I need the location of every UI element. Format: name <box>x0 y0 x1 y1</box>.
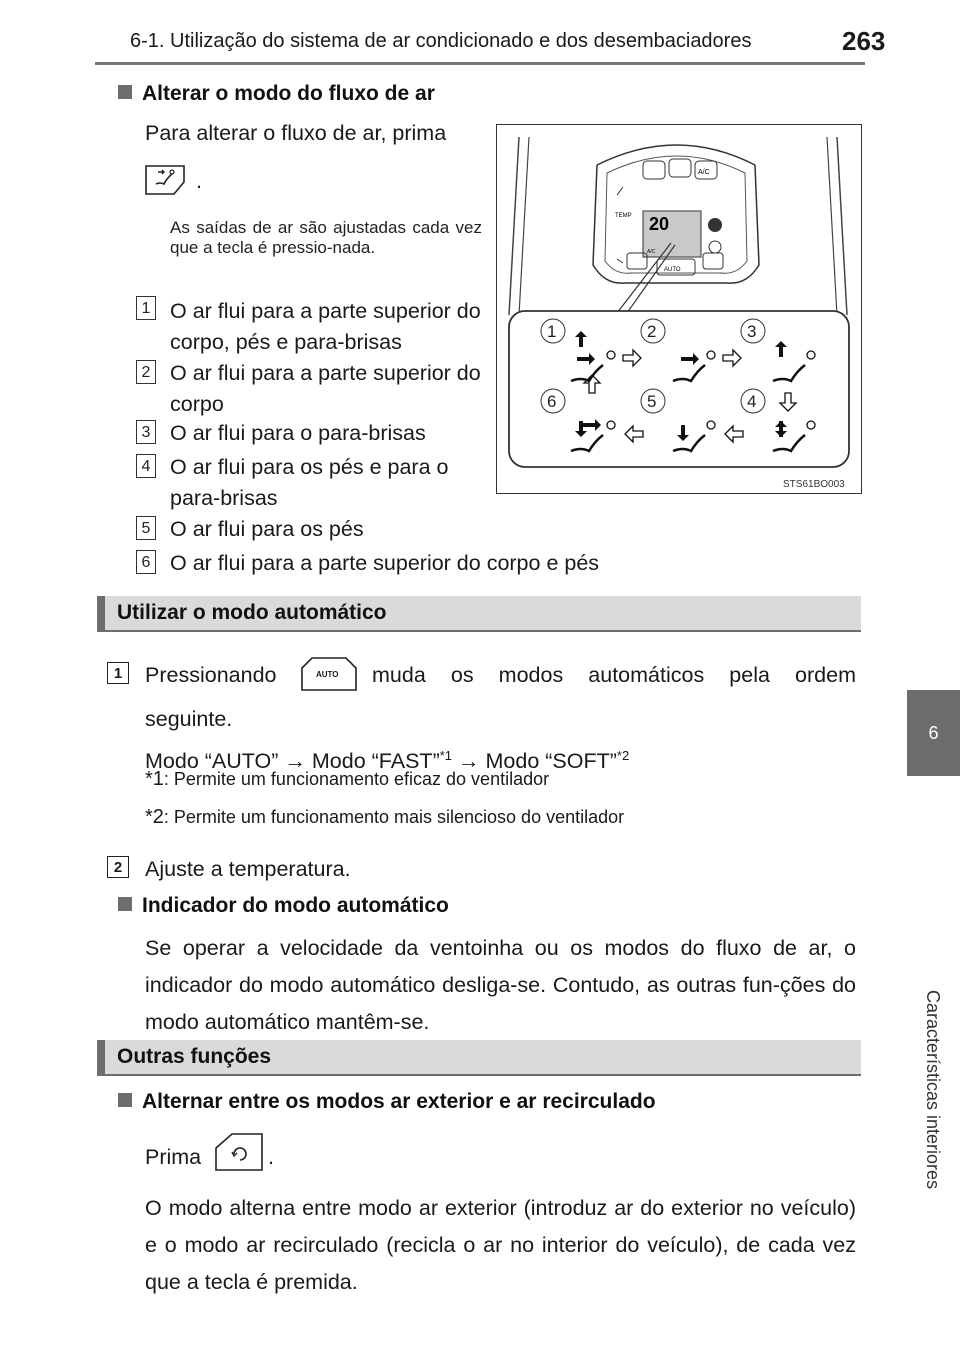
mode-sequence: Modo “AUTO” → Modo “FAST”$^{*1}$ → Modo “SOFT”$^{*2}$ <box>145 748 630 774</box>
list-item-text: O ar flui para a parte superior do corpo e pés <box>170 551 600 575</box>
auto-button-label: AUTO <box>316 670 339 679</box>
step-number: 1 <box>107 662 129 684</box>
airflow-intro: Para alterar o fluxo de ar, prima <box>145 121 447 145</box>
callout-1: 1 <box>547 322 557 341</box>
climate-panel-illustration <box>497 125 860 492</box>
list-item-text: O ar flui para a parte superior do corpo, pés e para-brisas <box>170 299 481 354</box>
step1-post-line2: seguinte. <box>145 707 233 731</box>
recirculation-button-icon <box>212 1130 266 1179</box>
recirculation-text: O modo alterna entre modo ar exterior (introduz ar do exterior no veículo) e o modo ar recirculado (recicla o ar no interior do veículo), de cada vez que a tecla é premida. <box>145 1196 856 1294</box>
callout-2: 2 <box>647 322 657 341</box>
footnote: *2: Permite um funcionamento mais silencioso do ventilador <box>145 806 625 828</box>
section-bar-other-functions: Outras funções <box>97 1040 861 1076</box>
chapter-side-label <box>921 790 951 1190</box>
airflow-intro-end: . <box>196 169 202 193</box>
step2-text: Ajuste a temperatura. <box>145 857 351 881</box>
airflow-mode-button-icon <box>140 160 190 203</box>
auto-button-icon <box>298 654 360 699</box>
step1-pre: Pressionando <box>145 663 277 687</box>
ac-label: A/C <box>698 169 710 176</box>
square-bullet-icon <box>118 897 132 911</box>
list-item-text: O ar flui para o para-brisas <box>170 421 426 445</box>
footnote: *1: Permite um funcionamento eficaz do ventilador <box>145 768 550 790</box>
press-end: . <box>268 1145 274 1169</box>
square-bullet-icon <box>118 85 132 99</box>
airflow-note: As saídas de ar são ajustadas cada vez que a tecla é pressio-nada. <box>170 218 482 257</box>
chapter-tab: 6 <box>907 690 960 776</box>
list-item-text: O ar flui para os pés <box>170 517 364 541</box>
callout-4: 4 <box>747 392 757 411</box>
section-title: 6-1. Utilização do sistema de ar condicionado e dos desembaciadores <box>130 30 752 52</box>
step-number: 2 <box>107 856 129 878</box>
airflow-heading: Alterar o modo do fluxo de ar <box>118 82 435 106</box>
callout-5: 5 <box>647 392 657 411</box>
callout-6: 6 <box>547 392 557 411</box>
list-item-text: O ar flui para os pés e para o para-brisas <box>170 455 449 510</box>
airflow-figure <box>496 124 862 494</box>
callout-3: 3 <box>747 322 757 341</box>
temp-label: TEMP <box>615 213 632 219</box>
chapter-title: Características interiores <box>923 990 943 1190</box>
step1-post-line1: muda os modos automáticos pela ordem <box>372 663 856 687</box>
press-label: Prima <box>145 1145 202 1169</box>
list-item-text: O ar flui para a parte superior do corpo <box>170 361 481 416</box>
auto-label: AUTO <box>664 267 681 273</box>
square-bullet-icon <box>118 1093 132 1107</box>
indicator-heading: Indicador do modo automático <box>118 894 449 918</box>
indicator-text: Se operar a velocidade da ventoinha ou os modos do fluxo de ar, o indicador do modo automático desliga-se. Contudo, as outras fun-ções do modo automático mantêm-se. <box>145 936 856 1034</box>
header-rule <box>95 62 865 65</box>
ac-display-label: A/C <box>647 249 656 255</box>
recirculation-heading: Alternar entre os modos ar exterior e ar recirculado <box>118 1090 656 1114</box>
figure-code: STS61BO003 <box>783 479 845 490</box>
page-number: 263 <box>842 26 886 56</box>
section-bar-auto-mode: Utilizar o modo automático <box>97 596 861 632</box>
display-temperature: 20 <box>649 214 670 234</box>
